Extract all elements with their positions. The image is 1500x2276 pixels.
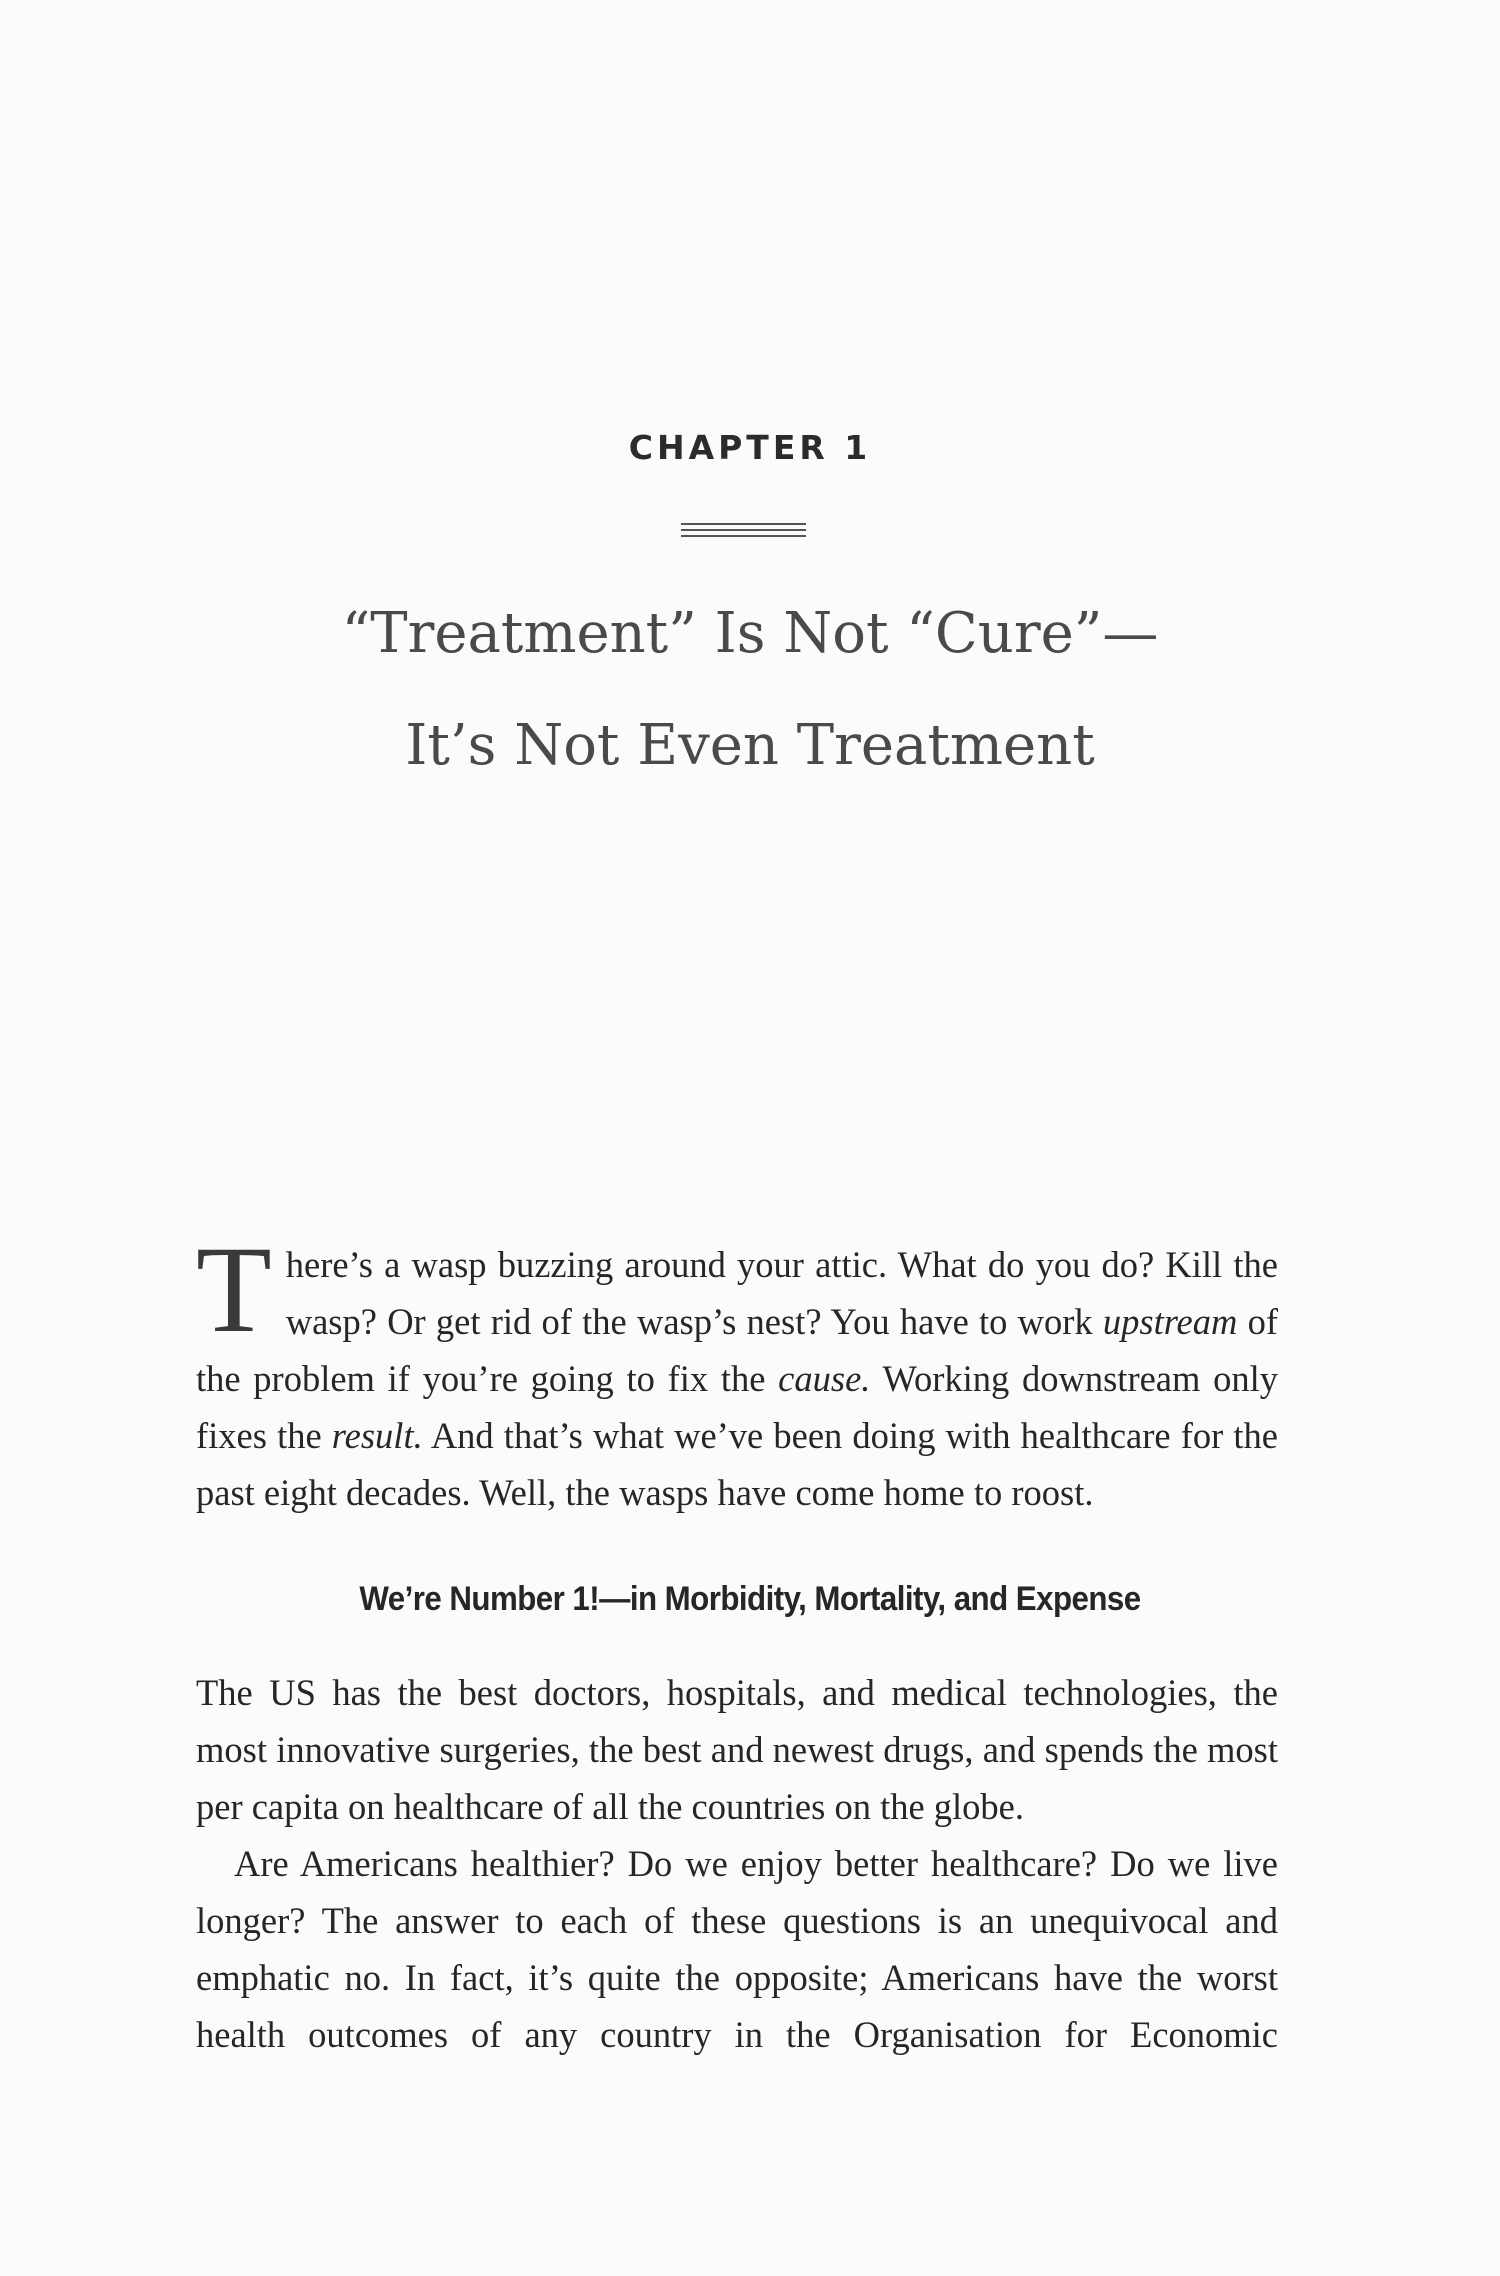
body-paragraph-2: Are Americans healthier? Do we enjoy better healthcare? Do we live longer? The answer to each of these questions is an unequivocal and emphatic no. In fact, it’s quite the opposite; Americans have the worst health outcomes of any country in the Organisation for Economic [196,1843,1278,2055]
lead-text-4: And that’s what we’ve been doing with healthcare for the past eight decades. Well, the wasps have come home to roost. [196,1415,1279,1513]
lead-paragraph [196,1221,1279,1521]
lead-text-3: Working downstream only fixes the [196,1358,1279,1456]
chapter-title-line-1: “Treatment” Is Not “Cure”— [341,601,1159,666]
lead-emphasis-cause: cause. [778,1358,871,1399]
body-paragraph-1: The US has the best doctors, hospitals, and medical technologies, the most innovative surgeries, the best and newest drugs, and spends the most per capita on healthcare of all the countries on the globe. [196,1672,1278,1827]
lead-text-2: of the problem if you’re going to fix the [196,1301,1279,1399]
lead-text-1: here’s a wasp buzzing around your attic. What do you do? Kill the wasp? Or get rid of the wasp’s nest? You have to work [285,1244,1278,1342]
section-heading: We’re Number 1!—in Morbidity, Mortality, and Expense [359,1580,1141,1618]
chapter-title-line-2: It’s Not Even Treatment [405,713,1095,778]
lead-emphasis-upstream: upstream [1102,1301,1238,1342]
drop-cap: T [196,1221,272,1358]
lead-emphasis-result: result. [331,1415,423,1456]
chapter-label: CHAPTER 1 [628,428,872,467]
chapter-title [0,578,1500,802]
chapter-ornament-rule [681,523,806,537]
